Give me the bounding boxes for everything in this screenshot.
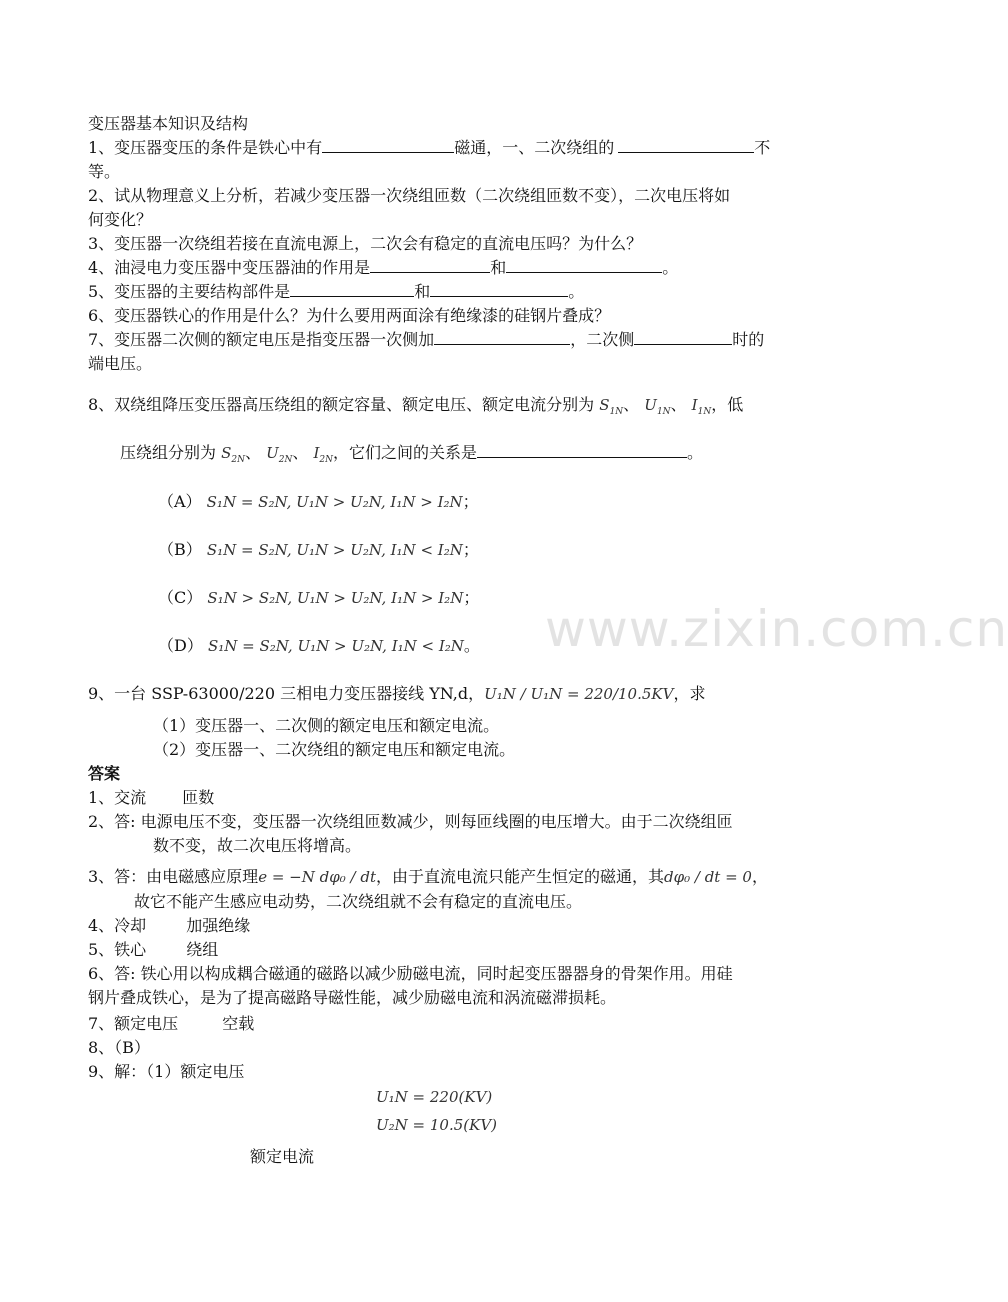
blank	[618, 138, 754, 153]
option-d: （D） S₁N = S₂N, U₁N > U₂N, I₁N < I₂N。	[158, 636, 480, 655]
question-1-line2: 等。	[88, 162, 121, 181]
question-8-line2: 压绕组分别为 $S_{2N}$、 $U_{2N}$、 $I_{2N}$，它们之间的关系是 。	[120, 443, 704, 465]
formula-s1n: $S_{1N}$	[599, 396, 624, 417]
answer-2-line2: 数不变，故二次电压将增高。	[153, 836, 362, 855]
emf-formula: e = −N dφ₀ / dt	[258, 868, 376, 886]
blank	[370, 258, 490, 273]
blank	[434, 330, 570, 345]
equation-u1n: U₁N = 220(KV)	[376, 1088, 493, 1106]
formula-i1n: $I_{1N}$	[691, 396, 712, 417]
answer-1: 1、交流 匝数	[88, 788, 215, 807]
blank	[290, 282, 414, 297]
question-6: 6、变压器铁心的作用是什么？为什么要用两面涂有绝缘漆的硅钢片叠成？	[88, 306, 611, 325]
option-b-formula: S₁N = S₂N, U₁N > U₂N, I₁N < I₂N	[206, 541, 463, 559]
question-1-line1: 1、变压器变压的条件是铁心中有 磁通，一、二次绕组的 不	[88, 138, 771, 157]
answers-heading: 答案	[88, 764, 121, 783]
answer-8: 8、（B）	[88, 1038, 150, 1057]
option-b: （B） S₁N = S₂N, U₁N > U₂N, I₁N < I₂N；	[158, 540, 479, 559]
equation-u2n: U₂N = 10.5(KV)	[376, 1116, 498, 1134]
question-9-part2: （2）变压器一、二次绕组的额定电压和额定电流。	[153, 740, 516, 759]
answer-6-line1: 6、答: 铁心用以构成耦合磁通的磁路以减少励磁电流，同时起变压器器身的骨架作用。用硅	[88, 964, 733, 983]
blank	[322, 138, 454, 153]
question-4: 4、油浸电力变压器中变压器油的作用是 和 。	[88, 258, 679, 277]
formula-u1n: $U_{1N}$	[644, 396, 671, 417]
option-a: （A） S₁N = S₂N, U₁N > U₂N, I₁N > I₂N；	[158, 492, 479, 511]
formula-i2n: $I_{2N}$	[313, 444, 334, 465]
answer-7: 7、额定电压 空载	[88, 1014, 255, 1033]
option-d-formula: S₁N = S₂N, U₁N > U₂N, I₁N < I₂N	[207, 637, 464, 655]
rated-current-label: 额定电流	[250, 1147, 315, 1166]
question-5: 5、变压器的主要结构部件是 和 。	[88, 282, 585, 301]
blank	[634, 330, 732, 345]
blank	[506, 258, 662, 273]
formula-s2n: $S_{2N}$	[221, 444, 245, 465]
option-c-formula: S₁N > S₂N, U₁N > U₂N, I₁N > I₂N	[207, 589, 464, 607]
option-a-formula: S₁N = S₂N, U₁N > U₂N, I₁N > I₂N	[206, 493, 463, 511]
watermark: www.zixin.com.cn	[545, 600, 1008, 658]
answer-5: 5、铁心 绕组	[88, 940, 219, 959]
question-8-line1: 8、双绕组降压变压器高压绕组的额定容量、额定电压、额定电流分别为 $S_{1N}$、 $U_{1N}$、 $I_{1N}$，低	[88, 395, 744, 417]
question-9: 9、一台 SSP-63000/220 三相电力变压器接线 YN,d，U₁N / U₁N = 220/10.5KV，求	[88, 684, 706, 703]
question-7-line1: 7、变压器二次侧的额定电压是指变压器一次侧加 ，二次侧 时的	[88, 330, 765, 349]
answer-6-line2: 钢片叠成铁心，是为了提高磁路导磁性能，减少励磁电流和涡流磁滞损耗。	[88, 988, 617, 1007]
answer-3-line2: 故它不能产生感应电动势，二次绕组就不会有稳定的直流电压。	[134, 892, 583, 911]
blank	[477, 443, 687, 458]
option-c: （C） S₁N > S₂N, U₁N > U₂N, I₁N > I₂N；	[158, 588, 480, 607]
answer-9: 9、解：（1）额定电压	[88, 1062, 245, 1081]
question-9-part1: （1）变压器一、二次侧的额定电压和额定电流。	[153, 716, 500, 735]
question-3: 3、变压器一次绕组若接在直流电源上，二次会有稳定的直流电压吗？为什么？	[88, 234, 643, 253]
question-7-line2: 端电压。	[88, 354, 153, 373]
question-2-line2: 何变化？	[88, 210, 153, 229]
answer-3-line1: 3、答：由电磁感应原理e = −N dφ₀ / dt，由于直流电流只能产生恒定的磁通，其dφ₀ / dt = 0，	[88, 867, 768, 886]
answer-2-line1: 2、答: 电源电压不变，变压器一次绕组匝数减少，则每匝线圈的电压增大。由于二次绕组匝	[88, 812, 733, 831]
blank	[430, 282, 568, 297]
formula-u2n: $U_{2N}$	[266, 444, 293, 465]
doc-title: 变压器基本知识及结构	[88, 114, 249, 133]
question-2-line1: 2、试从物理意义上分析，若减少变压器一次绕组匝数（二次绕组匝数不变），二次电压将如	[88, 186, 731, 205]
flux-derivative-formula: dφ₀ / dt = 0	[663, 868, 752, 886]
answer-4: 4、冷却 加强绝缘	[88, 916, 251, 935]
q9-formula: U₁N / U₁N = 220/10.5KV	[484, 685, 674, 703]
